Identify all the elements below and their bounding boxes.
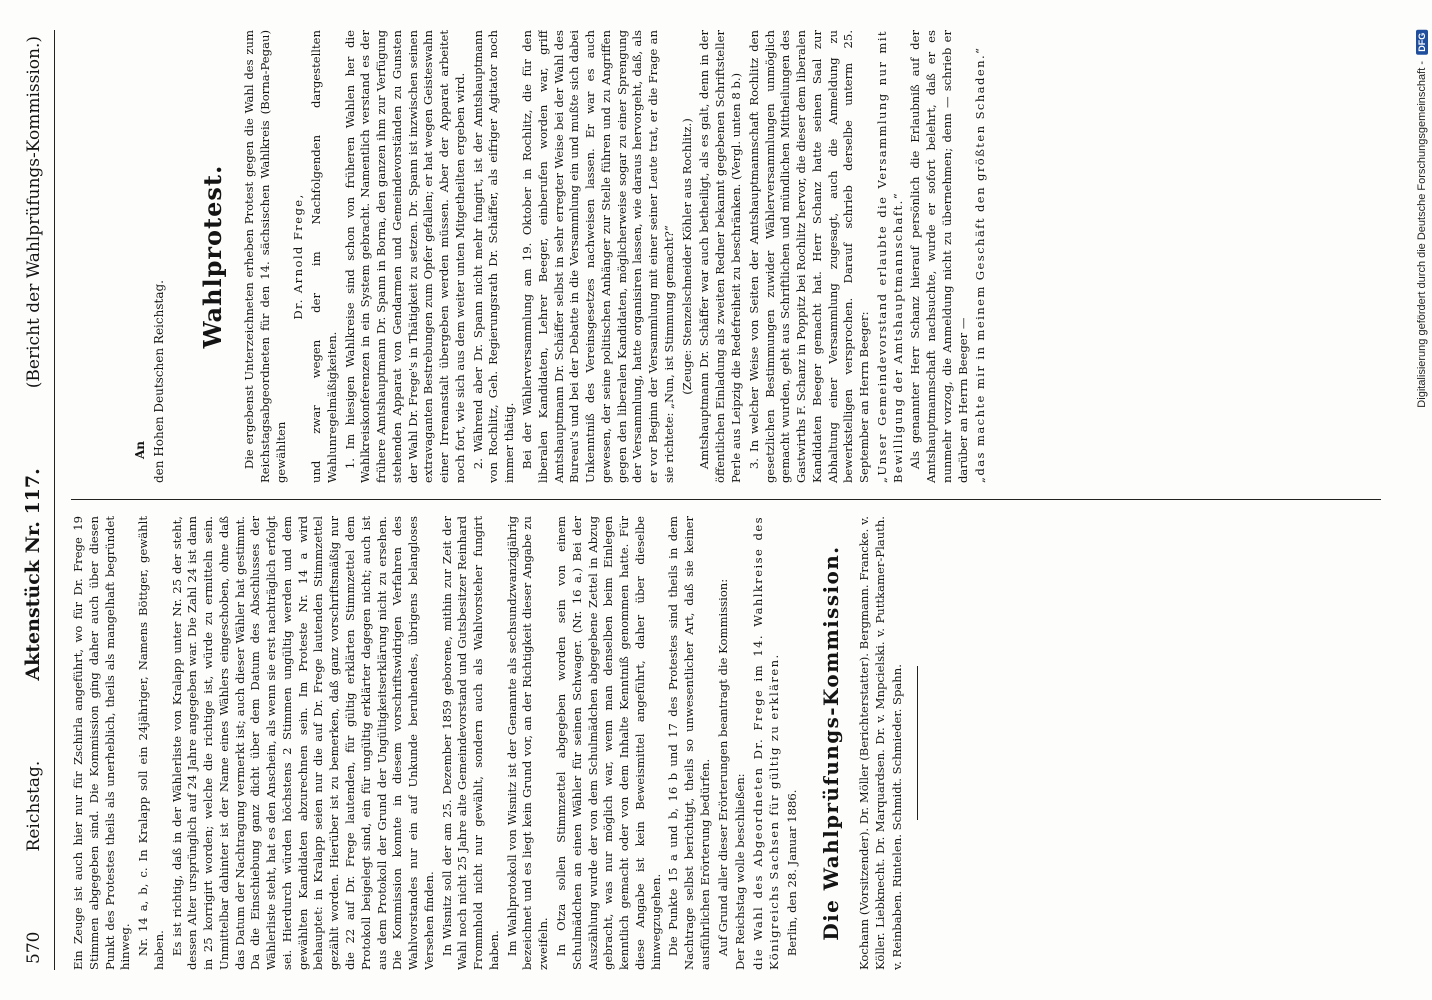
page-number: 570	[24, 931, 44, 964]
document-label: Aktenstück Nr. 117.	[22, 468, 44, 681]
right-paragraph: 3. In welcher Weise von Seiten der Amtshauptmannschaft Rochlitz den gesetzlichen Bestimmungen zuwider Wählerversammlungen unmöglich gemacht wurden, geht aus Schriftlichen und mündlichen Mittheilungen des Gastwirths F. Schanz in Poppitz bei Rochlitz hervor, die dieser dem liberalen Kandidaten Beeger gemacht hat. Herr Schanz hatte seinen Saal zur Abhaltung einer Versammlung zugesagt, auch die Anmeldung zu bewerkstelligen versprochen. Darauf schrieb derselbe unterm 25. September an Herrn Beeger:	[746, 30, 872, 483]
witness-note: (Zeuge: Stenzelschneider Köhler aus Rochlitz.)	[679, 118, 694, 395]
address-block	[131, 30, 169, 483]
left-paragraph: Ein Zeuge ist auch hier nur für Zschirla angeführt, wo für Dr. Frege 19 Stimmen abgegeben sind. Die Kommission ging daher auch über diesen Punkt des Protestes theils als unerheblich, theils als mangelhaft begründet hinweg.	[71, 516, 133, 970]
place-date: Berlin, den 28. Januar 1886.	[784, 789, 799, 957]
address-prefix: An	[133, 440, 147, 459]
quote-block: „Unser Gemeindevorstand erlaubte die Versammlung nur mit Bewilligung der Amtshauptmannschaft.“	[874, 30, 905, 483]
left-paragraph: Im Wahlprotokoll von Wisnitz ist der Genannte als sechsundzwanzigjährig bezeichnet und es liegt kein Grund vor, an der Richtigkeit dieser Angabe zu zweifeln.	[504, 516, 551, 970]
left-paragraph: Es ist richtig, daß in der Wählerliste von Kralapp unter Nr. 25 der steht, dessen Alter ursprünglich auf 24 Jahre angegeben war. Die Zahl 24 ist dann in 25 korrigirt worden; welche die richtige ist, würde zu ermitteln sein. Unmittelbar dahinter ist der Name eines Wählers eingeschoben, ohne daß das Datum der Nachtragung vermerkt ist; auch dieser Wähler hat gestimmt. Da die Einschiebung ganz dicht über dem Datum des Abschlusses der Wählerliste steht, hat es den Anschein, als wenn sie erst nachträglich erfolgt sei. Hierdurch würden höchstens 2 Stimmen ungültig werden und dem gewählten Kandidaten abzurechnen sein. Im Proteste Nr. 14 a wird behauptet: in Kralapp seien nur die auf Dr. Frege lautenden Stimmzettel gezählt worden. Hierüber ist zu bemerken, daß ganz vorschriftsmäßig nur die 22 auf Dr. Frege lautenden, für gültig erklärten Stimmzettel dem Protokoll beigelegt sind, ein für ungültig erklärter dagegen nicht; auch ist aus dem Protokoll der Grund der Ungültigkeitserklärung nicht zu ersehen. Die Kommission konnte in diesem vorschriftswidrigen Verfahren des Wahlvorstandes nur ein auf Unkunde beruhendes, übrigens belangloses Versehen finden.	[169, 516, 436, 970]
left-paragraph: Auf Grund aller dieser Erörterungen beantragt die Kommission:	[715, 578, 730, 957]
protest-intro: Die ergebenst Unterzeichneten erheben Protest gegen die Wahl des zum Reichstagsabgeordneten für den 14. sächsischen Wahlkreis (Borna-Pegau) gewählten	[242, 30, 288, 483]
right-paragraph: Als genannter Herr Schanz hierauf persönlich die Erlaubniß auf der Amtshauptmannschaft nachsuchte, wurde er sofort belehrt, daß er es nunmehr vorzog, die Anmeldung nicht zu übernehmen; denn — schrieb er darüber an Herrn Beeger —	[908, 30, 970, 483]
right-column	[71, 30, 1381, 500]
running-head-subtitle: (Bericht der Wahlprüfungs-Kommission.)	[24, 36, 44, 389]
protest-title: Wahlprotest.	[198, 164, 228, 349]
right-paragraph: 2. Während aber Dr. Spann nicht mehr fungirt, ist der Amtshauptmann von Rochlitz, Geh. Regierungsrath Dr. Schäffer, als eifriger Agitator noch immer thätig.	[470, 30, 517, 483]
commission-members: Kochann (Vorsitzender). Dr. Möller (Berichterstatter). Bergmann. Francke. v. Köller. Liebknecht. Dr. Marquardsen. Dr. v. Mnpcielski. v. Puttkamer-Plauth. v. Reinbaben. Rintelen. Schmidt. Schmieder. Spahn.	[856, 516, 904, 970]
left-paragraph: Die Punkte 15 a und b, 16 b und 17 des Protestes sind theils in dem Nachtrage selbst berichtigt, theils so unwesentlicher Art, daß sie keiner ausführlichen Erörterung bedürfen.	[666, 516, 712, 970]
quote-block: „das machte mir in meinem Geschäft den größten Schaden.“	[973, 46, 988, 483]
closing-rule	[917, 666, 918, 820]
left-column	[71, 500, 1381, 970]
right-paragraph: 1. Im hiesigen Wahlkreise sind schon von früheren Wahlen her die Wahlkreiskonferenzen in ein System gebracht. Namentlich verstand es der frühere Amtshauptmann Dr. Spann in Borna, den ganzen ihm zur Verfügung stehenden Apparat von Gendarmen und Gemeindevorständen zu Gunsten der Wahl Dr. Frege's in Thätigkeit zu setzen. Dr. Spann ist inzwischen seinen extravaganten Bestrebungen zum Opfer gefallen; er hat wegen Geisteswahn einer Irrenanstalt übergeben werden müssen. Aber der Apparat arbeitet noch fort, wie sich aus dem weiter unten Mitgetheilten ergeben wird.	[342, 30, 467, 483]
credit-text: Digitalisierung gefördert durch die Deutsche Forschungsgemeinschaft -	[1416, 61, 1428, 408]
left-paragraph: Nr. 14 a, b, c. In Kralapp soll ein 24jähriger, Namens Böttger, gewählt haben.	[136, 516, 166, 970]
two-column-body	[71, 30, 1381, 970]
right-paragraph: Amtshauptmann Dr. Schäffer war auch betheiligt, als es galt, denn in der öffentlichen Einladung als zweiten Redner bekannt gegebenen Schriftsteller Perle aus Leipzig die Redefreiheit zu beschränken. (Vergl. unten 8 b.)	[697, 30, 743, 483]
commission-heading: Die Wahlprüfungs-Kommission.	[819, 545, 844, 941]
candidate-name: Dr. Arnold Frege,	[291, 193, 306, 320]
left-paragraph: In Otza sollen Stimmzettel abgegeben worden sein von einem Schulmädchen an einen Wähler für seinen Schwager. (Nr. 16 a.) Bei der Auszählung wurde der von dem Schulmädchen abgegebene Zettel in Abzug gebracht, was nur möglich war, wenn man denselben beim Einlegen kenntlich gemacht oder von dem Inhalte Kenntniß genommen hatte. Für diese Angabe ist kein Beweismittel angeführt, daher über dieselbe hinwegzugehen.	[553, 516, 663, 970]
left-paragraph: In Wisnitz soll der am 25. Dezember 1859 geborene, mithin zur Zeit der Wahl noch nicht 25 Jahre alte Gemeindevorstand und Gutsbesitzer Reinhard Frommhold nicht nur gewählt, sondern auch als Wahlvorsteher fungirt haben.	[439, 516, 501, 970]
digitization-credit	[1416, 30, 1428, 408]
dfg-logo-icon: DFG	[1416, 30, 1428, 55]
address-recipient: den Hohen Deutschen Reichstag.	[152, 280, 167, 483]
running-head	[22, 30, 55, 970]
right-paragraph: und zwar wegen der im Nachfolgenden dargestellten Wahlunregelmäßigkeiten.	[309, 30, 339, 483]
resolution-intro: Der Reichstag wolle beschließen:	[733, 773, 748, 970]
resolution-text: die Wahl des Abgeordneten Dr. Frege im 14. Wahlkreise des Königreichs Sachsen für gültig zu erklären.	[751, 516, 781, 970]
right-paragraph: Bei der Wählerversammlung am 19. Oktober in Rochlitz, die für den liberalen Kandidaten, Lehrer Beeger, einberufen worden war, griff Amtshauptmann Dr. Schäffer selbst in sehr erregter Weise bei der Wahl des Bureau's und bei der Debatte in die Versammlung ein und mußte sich dabei Unkenntniß des Vereinsgesetzes nachweisen lassen. Er war es auch gewesen, der seine politischen Anhänger zur Stelle führen und zu Angriffen gegen den liberalen Kandidaten, möglicherweise sogar zu einer Sprengung der Versammlung, hatte organisiren lassen, wie daraus hervorgeht, daß, als er vor Beginn der Versammlung mit einer seiner Leute trat, er die Frage an sie richtete: „Nun, ist Stimmung gemacht?“	[520, 30, 676, 483]
running-head-left: Reichstag.	[24, 760, 44, 852]
